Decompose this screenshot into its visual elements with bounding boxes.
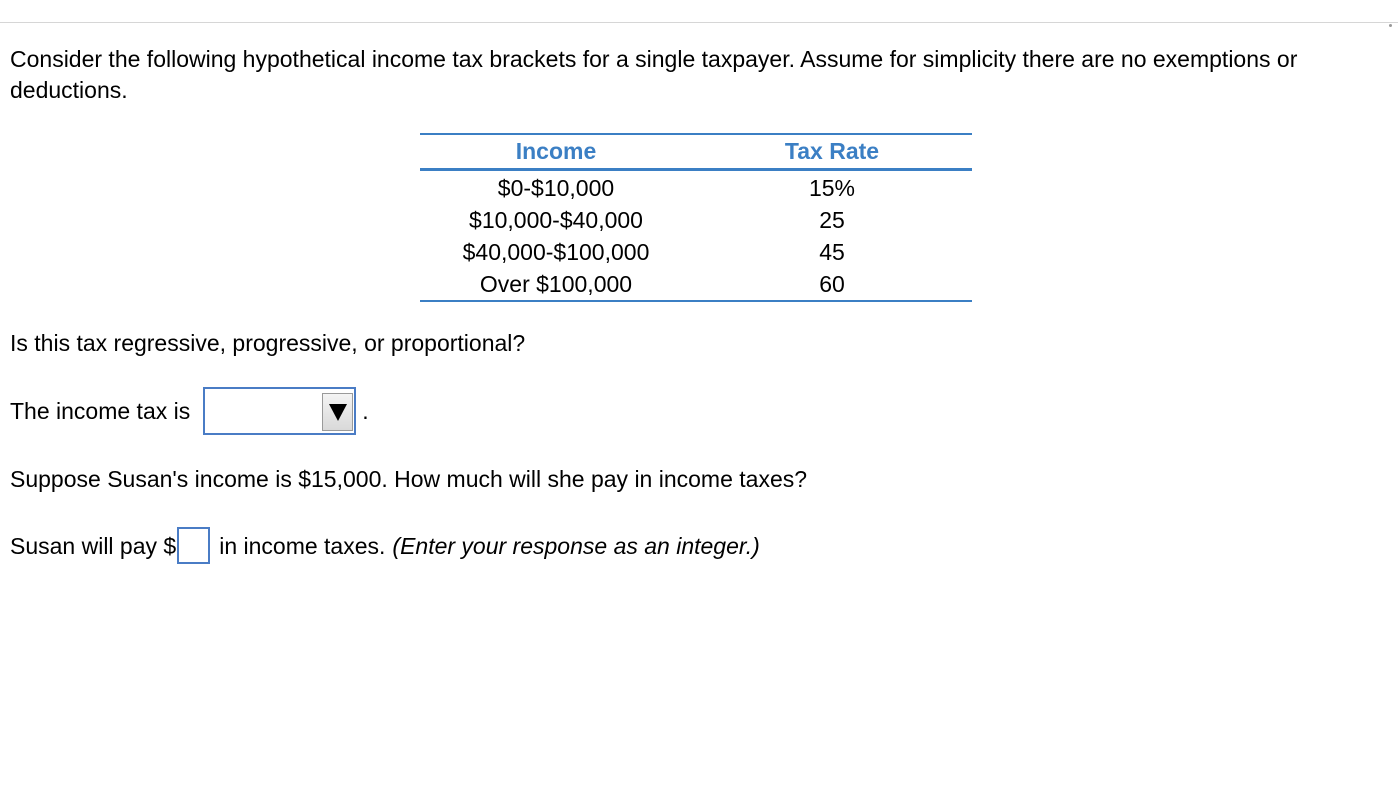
pay-prefix: Susan will pay $ [10, 532, 177, 559]
income-cell: $40,000-$100,000 [462, 239, 650, 265]
question-tax-type: Is this tax regressive, progressive, or proportional? [10, 330, 526, 356]
tax-type-dropdown[interactable] [203, 387, 356, 435]
tax-type-answer-line [10, 387, 369, 435]
rate-cell: 15% [808, 175, 856, 201]
pay-suffix: in income taxes. [219, 532, 386, 559]
tax-rate-header: Tax Rate [692, 134, 972, 170]
tax-type-prefix: The income tax is [10, 398, 191, 424]
pay-hint: (Enter your response as an integer.) [392, 532, 760, 559]
table-row [420, 268, 972, 301]
tax-bracket-table [420, 133, 972, 302]
table-header-row [420, 134, 972, 170]
scroll-indicator [1389, 24, 1392, 27]
table-row [420, 236, 972, 268]
rate-cell: 60 [692, 268, 972, 301]
tax-type-suffix: . [362, 398, 369, 424]
table-row [420, 204, 972, 236]
income-header: Income [420, 134, 692, 170]
income-cell: Over $100,000 [420, 268, 692, 301]
intro-text: Consider the following hypothetical income tax brackets for a single taxpayer. Assume for simplicity there are no exemptions or deductions. [10, 46, 1298, 103]
dropdown-button[interactable] [322, 393, 353, 431]
top-divider [0, 22, 1398, 23]
rate-cell: 45 [819, 239, 845, 265]
triangle-down-icon [329, 404, 347, 421]
question-susan-tax: Suppose Susan's income is $15,000. How much will she pay in income taxes? [10, 466, 808, 492]
income-cell: $10,000-$40,000 [469, 207, 643, 233]
susan-pay-answer-line [10, 527, 760, 564]
rate-cell: 25 [819, 207, 845, 233]
tax-amount-input[interactable] [177, 527, 210, 564]
income-cell: $0-$10,000 [497, 175, 615, 201]
table-row [420, 170, 972, 205]
